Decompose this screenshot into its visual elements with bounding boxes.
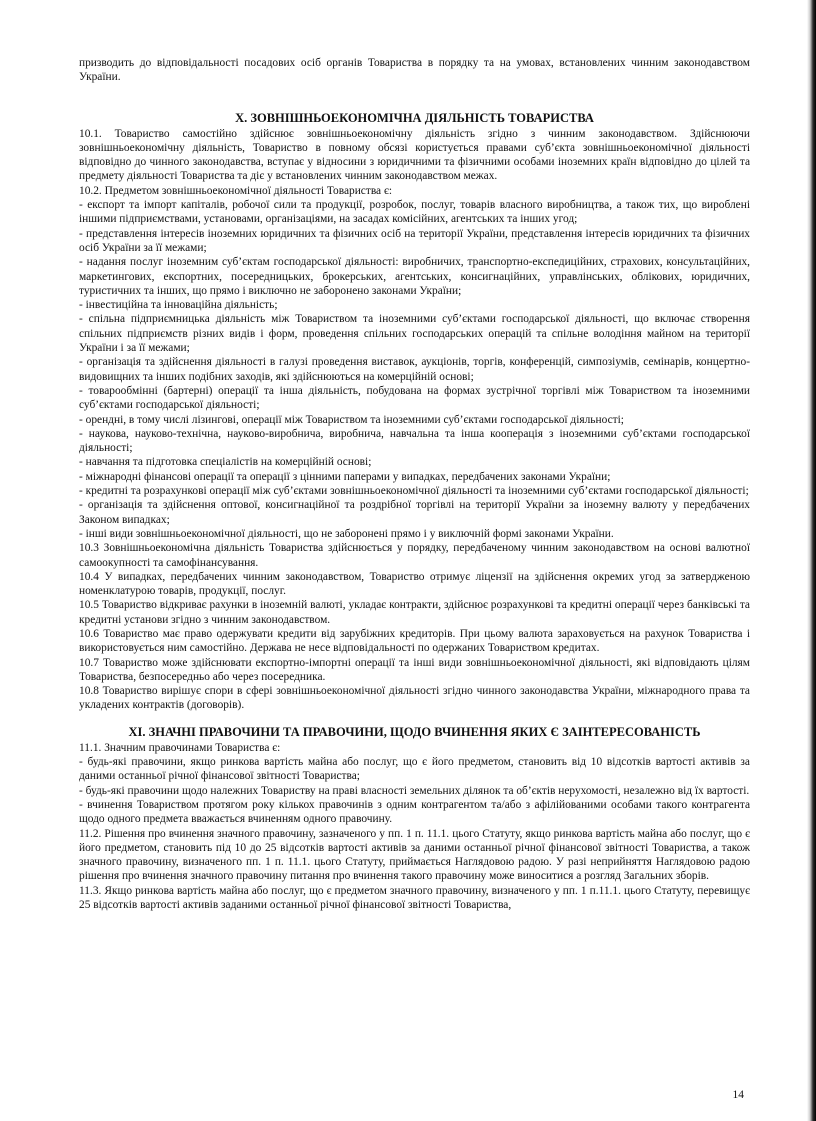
list-item: - навчання та підготовка спеціалістів на комерційній основі; [79,456,372,469]
intro-paragraph: призводить до відповідальності посадових осіб органів Товариства в порядку та на умовах, встановлених чинним законодавством України. [79,57,750,84]
list-item: - представлення інтересів іноземних юридичних та фізичних осіб на території України, представлення інтересів юридичних та фізичних осіб України за її межами; [79,227,750,254]
scan-edge-shadow [807,0,816,1121]
paragraph-10-3: 10.3 Зовнішньоекономічна діяльність Товариства здійснюється у порядку, передбаченому чинним законодавством на основі валютної самоокупності та самофінансування. [79,542,750,569]
page-number: 14 [732,1089,744,1101]
document-body [79,56,750,912]
paragraph-10-5: 10.5 Товариство відкриває рахунки в іноземній валюті, укладає контракти, здійснює розрахункові та кредитні операції через банківські та кредитні установи згідно з чинним законодавством. [79,599,750,626]
list-item: - кредитні та розрахункові операції між суб’єктами зовнішньоекономічної діяльності та іноземними суб’єктами господарської діяльності; [79,485,749,498]
list-item: - товарообмінні (бартерні) операції та інша діяльність, побудована на формах зустрічної торгівлі між Товариством та іноземними суб’єктами господарської діяльності; [79,384,750,412]
list-item: - експорт та імпорт капіталів, робочої сили та продукції, розробок, послуг, товарів власного виробництва, а також тих, що вироблені іншими підприємствами, установами, організаціями, на засадах комісійних, агентських та інших угод; [79,199,750,226]
section-xi-title: XI. ЗНАЧНІ ПРАВОЧИНИ ТА ПРАВОЧИНИ, ЩОДО ВЧИНЕННЯ ЯКИХ Є ЗАІНТЕРЕСОВАНІСТЬ [128,724,701,739]
list-item: - будь-які правочини, якщо ринкова вартість майна або послуг, що є його предметом, становить від 10 відсотків вартості активів за даними останньої річної фінансової звітності Товариства; [79,756,750,783]
paragraph-10-7: 10.7 Товариство може здійснювати експортно-імпортні операції та інші види зовнішньоекономічної діяльності, які відповідають цілям Товариства, безпосередньо або через посередника. [79,656,750,683]
paragraph-10-8: 10.8 Товариство вирішує спори в сфері зовнішньоекономічної діяльності згідно чинного законодавства України, міжнародного права та укладених контрактів (договорів). [79,685,750,712]
list-item: - будь-які правочини щодо належних Товариству на праві власності земельних ділянок та об’єктів нерухомості, незалежно від їх вартості. [79,784,750,797]
list-item: - організація та здійснення оптової, консигнаційної та роздрібної торгівлі на території України за іноземну валюту у передбачених Законом випадках; [79,499,750,526]
paragraph-10-1: 10.1. Товариство самостійно здійснює зовнішньоекономічну діяльність згідно з чинним законодавством. Здійснюючи зовнішньоекономічну діяльність, Товариство в повному обсязі користується правами суб’єкта зовнішньоекономічної діяльності відповідно до чинного законодавства, вступає у відносини з юридичними та фізичними особами іноземних країн відповідно до цілей та предмету діяльності Товариства та діє у встановлених чинним законодавством межах. [79,127,750,183]
paragraph-11-1: 11.1. Значним правочинами Товариства є: [79,741,281,754]
paragraph-10-6: 10.6 Товариство має право одержувати кредити від зарубіжних кредиторів. При цьому валюта зараховується на рахунок Товариства і використовується ним самостійно. Держава не несе відповідальності по одержаних Товариством кредитах. [79,627,750,655]
list-item: - орендні, в тому числі лізингові, операції між Товариством та іноземними суб’єктами господарської діяльності; [79,413,624,426]
list-item: - наукова, науково-технічна, науково-виробнича, виробнича, навчальна та інша кооперація з іноземними суб’єктами господарської діяльності; [79,427,750,455]
list-item: - інвестиційна та інноваційна діяльність; [79,299,278,312]
list-item: - спільна підприємницька діяльність між Товариством та іноземними суб’єктами господарської діяльності, що включає створення спільних підприємств різних видів і форм, проведення спільних господарських операцій та спільне володіння майном на території України і за її межами; [79,313,750,355]
list-item: - організація та здійснення діяльності в галузі проведення виставок, аукціонів, торгів, конференцій, симпозіумів, семінарів, концертно-видовищних та інших подібних заходів, які здійснюються на комерційній основі; [79,356,750,383]
list-item: - міжнародні фінансові операції та операції з цінними паперами у випадках, передбачених законами України; [79,470,611,483]
list-item: - вчинення Товариством протягом року кількох правочинів з одним контрагентом та/або з афілійованими особами такого контрагента щодо одного предмета вважається вчиненням одного правочину. [79,798,750,826]
paragraph-10-4: 10.4 У випадках, передбачених чинним законодавством, Товариство отримує ліцензії на здійснення окремих угод за затвердженою номенклатурою товарів, продукції, послуг. [79,570,750,598]
paragraph-10-2: 10.2. Предметом зовнішньоекономічної діяльності Товариства є: [79,184,393,197]
list-item: - інші види зовнішньоекономічної діяльності, що не заборонені прямо і у виключній формі законами України. [79,527,614,540]
list-item: - надання послуг іноземним суб’єктам господарської діяльності: виробничих, транспортно-експедиційних, страхових, консультаційних, маркетингових, експортних, посередницьких, брокерських, агентських, консигнаційних, управлінських, облікових, юридичних, туристичних та інших, що прямо і виключно не заборонено законами України; [79,256,750,297]
paragraph-11-2: 11.2. Рішення про вчинення значного правочину, зазначеного у пп. 1 п. 11.1. цього Статуту, якщо ринкова вартість майна або послуг, що є його предметом, становить під 10 до 25 відсотків вартості активів за даними останньої річної фінансової звітності Товариства, а також значного правочину, визначеного пп. 1 п. 11.1. цього Статуту, приймається Наглядовою радою. У разі неприйняття Наглядовою радою рішення про вчинення значного правочину питання про вчинення такого правочину може виноситися а розгляд Загальних зборів. [79,827,750,883]
paragraph-11-3: 11.3. Якщо ринкова вартість майна або послуг, що є предметом значного правочину, визначеного у пп. 1 п.11.1. цього Статуту, перевищує 25 відсотків вартості активів заданими останньої річної фінансової звітності Товариства, [79,884,750,912]
section-x-title: X. ЗОВНІШНЬОЕКОНОМІЧНА ДІЯЛЬНІСТЬ ТОВАРИСТВА [235,110,594,125]
